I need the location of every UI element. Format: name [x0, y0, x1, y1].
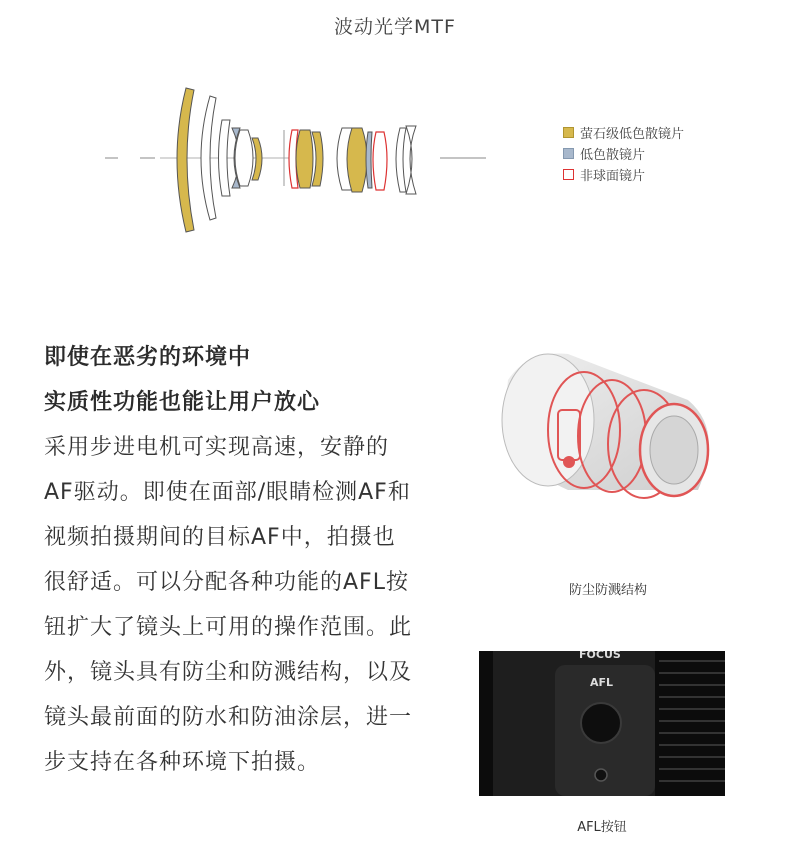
legend-item-ed [563, 122, 684, 143]
aspherical-swatch [563, 169, 574, 180]
heading-line-1: 即使在恶劣的环境中 [44, 345, 252, 370]
afl-button-caption: AFL按钮 [577, 820, 627, 835]
afl-button-photo [479, 651, 725, 796]
legend-label-ed: 萤石级低色散镜片 [580, 127, 685, 142]
body-paragraph: 采用步进电机可实现高速，安静的AF驱动。即使在面部/眼睛检测AF和视频拍摄期间的目标AF中，拍摄也很舒适。可以分配各种功能的AFL按钮扩大了镜头上可用的操作范围。此外，镜头具有防尘和防溅结构，以及镜头最前面的防水和防油涂层，进一步支持在各种环境下拍摄。 [44, 435, 413, 775]
legend-item-low-dispersion [563, 143, 684, 164]
afl-label: AFL [590, 676, 614, 689]
lens-construction-diagram [100, 80, 500, 240]
afl-photo-graphic [479, 651, 725, 796]
lens-legend [563, 122, 684, 185]
legend-label-low-dispersion: 低色散镜片 [580, 148, 646, 163]
mtf-title: 波动光学MTF [334, 16, 456, 38]
weather-sealing-caption: 防尘防溅结构 [568, 583, 647, 598]
heading-line-2: 实质性功能也能让用户放心 [44, 390, 321, 415]
focus-label: FOCUS [579, 651, 621, 661]
weather-sealing-illustration [488, 340, 728, 510]
low-dispersion-swatch [563, 148, 574, 159]
legend-item-aspherical [563, 164, 684, 185]
legend-label-aspherical: 非球面镜片 [580, 169, 646, 184]
ed-lens-swatch [563, 127, 574, 138]
